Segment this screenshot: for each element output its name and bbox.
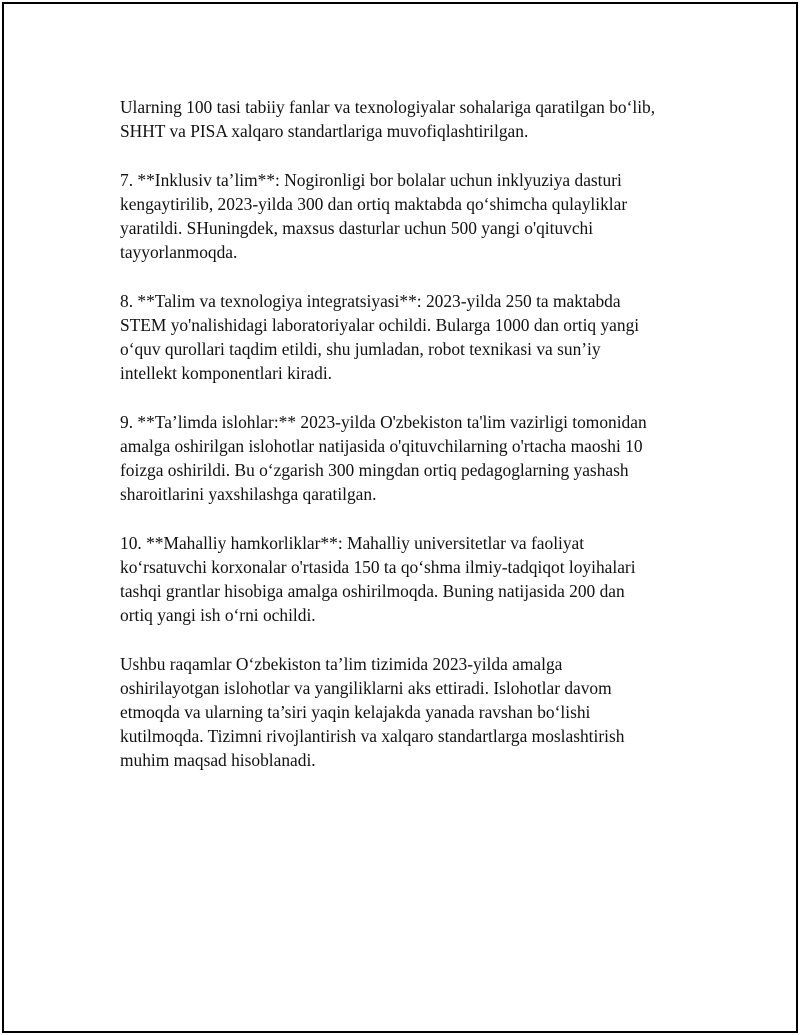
text-line: kutilmoqda. Tizimni rivojlantirish va xalqaro standartlarga moslashtirish <box>120 726 625 747</box>
text-line: 9. **Ta’limda islohlar:** 2023-yilda O'zbekiston ta'lim vazirligi tomonidan <box>120 411 647 432</box>
paragraph-conclusion <box>120 652 700 773</box>
text-line: Ularning 100 tasi tabiiy fanlar va texnologiyalar sohalariga qaratilgan bo‘lib, <box>120 97 656 117</box>
text-line: kengaytirilib, 2023-yilda 300 dan ortiq maktabda qo‘shimcha qulayliklar <box>120 193 628 214</box>
text-line: 7. **Inklusiv ta’lim**: Nogironligi bor bolalar uchun inklyuziya dasturi <box>120 169 622 190</box>
text-line: SHHT va PISA xalqaro standartlariga muvofiqlashtirilgan. <box>120 121 529 142</box>
text-line: 8. **Talim va texnologiya integratsiyasi**: 2023-yilda 250 ta maktabda <box>120 290 621 311</box>
text-line: etmoqda va ularning ta’siri yaqin kelajakda yanada ravshan bo‘lishi <box>120 702 591 722</box>
text-line: tayyorlanmoqda. <box>120 242 238 263</box>
paragraph-intro <box>120 95 700 143</box>
text-line: tashqi grantlar hisobiga amalga oshirilmoqda. Buning natijasida 200 dan <box>120 581 625 601</box>
document-page <box>2 2 798 1033</box>
paragraph-item-7 <box>120 168 700 265</box>
text-line: STEM yo'nalishidagi laboratoriyalar ochildi. Bularga 1000 dan ortiq yangi <box>120 314 640 335</box>
text-line: sharoitlarini yaxshilashga qaratilgan. <box>120 484 377 505</box>
text-line: yaratildi. SHuningdek, maxsus dasturlar uchun 500 yangi o'qituvchi <box>120 218 594 238</box>
text-line: Ushbu raqamlar O‘zbekiston ta’lim tizimida 2023-yilda amalga <box>120 653 563 674</box>
text-line: amalga oshirilgan islohotlar natijasida o'qituvchilarning o'rtacha maoshi 10 <box>120 435 643 456</box>
text-line: muhim maqsad hisoblanadi. <box>120 750 316 771</box>
text-line: 10. **Mahalliy hamkorliklar**: Mahalliy universitetlar va faoliyat <box>120 532 585 553</box>
paragraph-item-10 <box>120 531 700 628</box>
text-line: ko‘rsatuvchi korxonalar o'rtasida 150 ta qo‘shma ilmiy-tadqiqot loyihalari <box>120 556 636 577</box>
text-line: foizga oshirildi. Bu o‘zgarish 300 mingdan ortiq pedagoglarning yashash <box>120 460 629 480</box>
paragraph-item-9 <box>120 410 700 507</box>
text-line: oshirilayotgan islohotlar va yangiliklarni aks ettiradi. Islohotlar davom <box>120 677 612 698</box>
paragraph-item-8 <box>120 289 700 386</box>
text-line: intellekt komponentlari kiradi. <box>120 363 333 384</box>
document-body <box>120 95 700 797</box>
text-line: ortiq yangi ish o‘rni ochildi. <box>120 605 316 626</box>
text-line: o‘quv qurollari taqdim etildi, shu jumladan, robot texnikasi va sun’iy <box>120 339 601 359</box>
